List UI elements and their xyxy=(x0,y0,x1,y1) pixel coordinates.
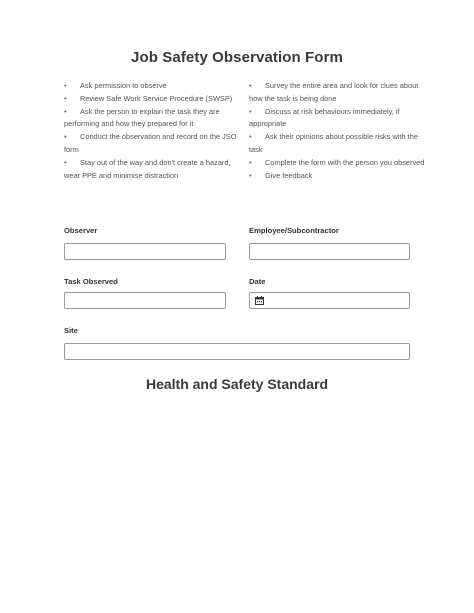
instruction-item xyxy=(64,106,240,132)
bullet-icon: • xyxy=(249,81,252,90)
bullet-icon: • xyxy=(64,93,67,103)
bullet-icon: • xyxy=(249,157,252,167)
instruction-text: Ask their opinions about possible risks with the task xyxy=(249,132,418,154)
instruction-item xyxy=(64,131,240,157)
date-label: Date xyxy=(249,277,266,286)
employee-subcontractor-label: Employee/Subcontractor xyxy=(249,226,339,235)
instruction-text: Ask the person to explain the task they are performing and how they prepared for it xyxy=(64,106,220,129)
instruction-text: Ask permission to observe xyxy=(80,81,167,90)
bullet-icon: • xyxy=(249,132,252,142)
instruction-item xyxy=(64,93,240,106)
section-title: Health and Safety Standard xyxy=(145,376,329,392)
site-field[interactable] xyxy=(64,343,410,360)
observer-field[interactable] xyxy=(64,243,226,260)
instruction-item xyxy=(249,106,425,132)
instructions-right xyxy=(249,80,425,182)
instruction-item xyxy=(249,131,425,157)
bullet-icon: • xyxy=(249,170,252,180)
instructions-left xyxy=(64,80,240,182)
instruction-item xyxy=(64,157,240,183)
instruction-text: Stay out of the way and don't create a hazard, wear PPE and minimise distraction xyxy=(64,157,231,180)
bullet-icon: • xyxy=(64,106,67,116)
instruction-text: Conduct the observation and record on the JSO form xyxy=(64,132,237,154)
bullet-icon: • xyxy=(249,106,252,116)
task-observed-label: Task Observed xyxy=(64,277,118,286)
date-field[interactable] xyxy=(249,292,410,309)
instruction-item xyxy=(64,80,240,93)
instruction-text: Survey the entire area and look for clues about how the task is being done xyxy=(249,81,419,103)
instruction-text: Complete the form with the person you observed xyxy=(265,157,425,167)
calendar-icon[interactable] xyxy=(255,296,264,305)
task-observed-field[interactable] xyxy=(64,292,226,309)
form-title: Job Safety Observation Form xyxy=(131,49,343,66)
instruction-text: Review Safe Work Service Procedure (SWSP) xyxy=(80,93,233,103)
observer-label: Observer xyxy=(64,226,98,235)
site-label: Site xyxy=(64,326,78,335)
instruction-item xyxy=(249,80,425,106)
instruction-item xyxy=(249,157,425,170)
employee-subcontractor-field[interactable] xyxy=(249,243,410,260)
instruction-item xyxy=(249,170,425,183)
bullet-icon: • xyxy=(64,81,67,90)
instruction-text: Discuss at risk behaviours immediately, if appropriate xyxy=(249,106,400,129)
bullet-icon: • xyxy=(64,157,67,167)
bullet-icon: • xyxy=(64,132,67,142)
instruction-text: Give feedback xyxy=(265,170,313,180)
